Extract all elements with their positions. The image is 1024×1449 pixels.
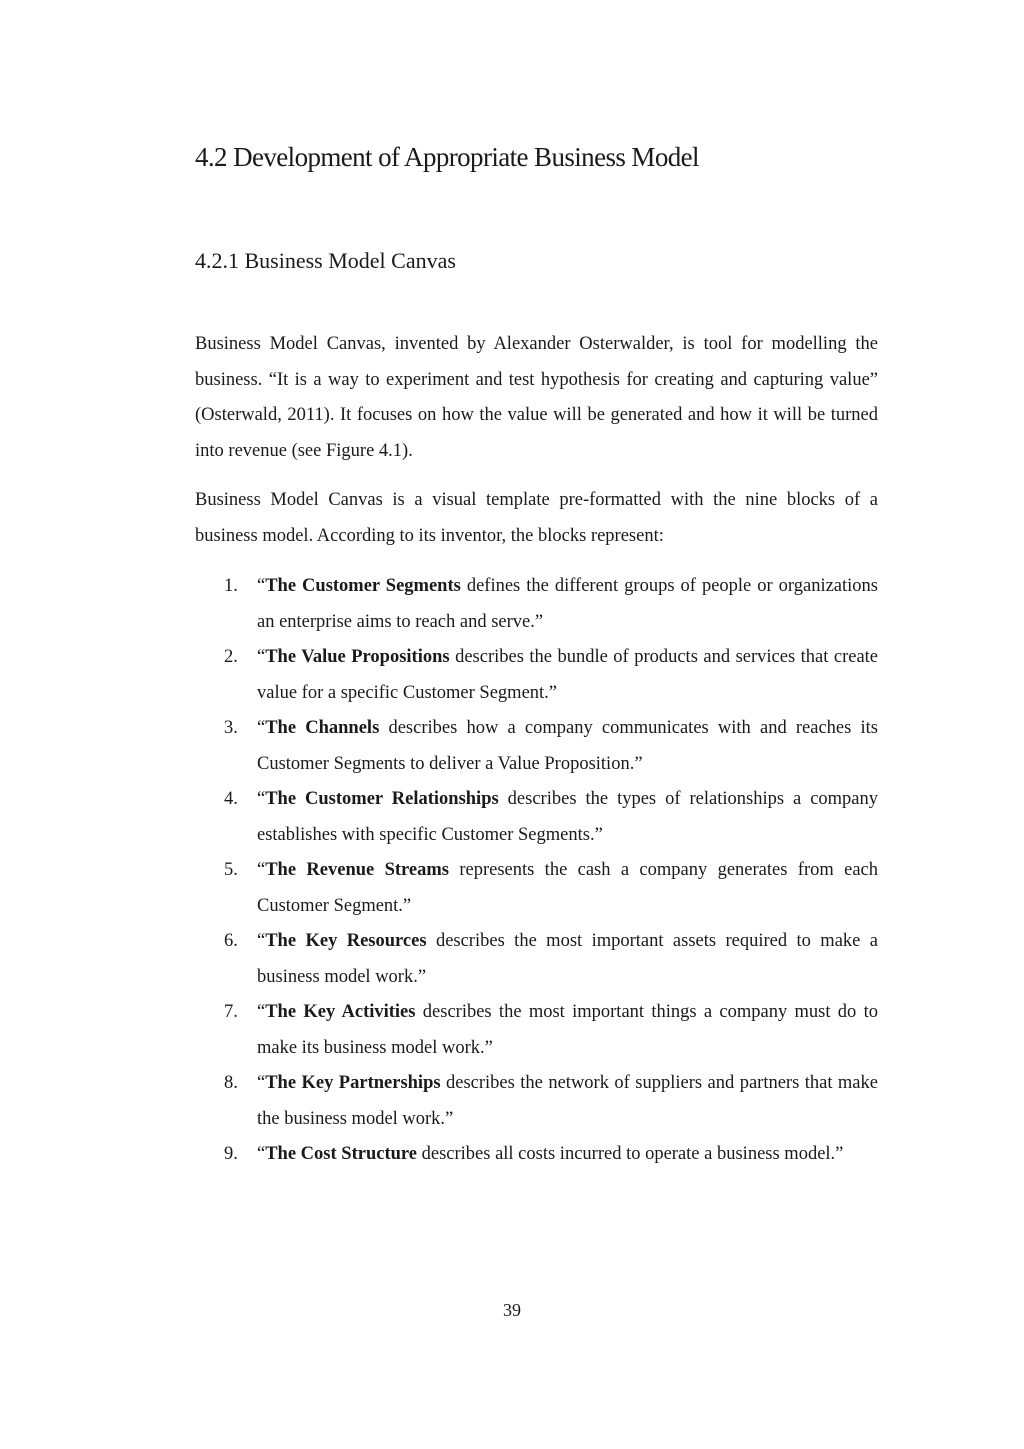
- list-item: [195, 569, 878, 640]
- list-item-number: 4.: [224, 789, 238, 809]
- list-item-number: 9.: [224, 1144, 238, 1164]
- list-item-number: 7.: [224, 1002, 238, 1022]
- list-item-number: 5.: [224, 860, 238, 880]
- opening-quote: “: [257, 1002, 266, 1022]
- opening-quote: “: [257, 789, 266, 809]
- list-item: [195, 924, 878, 995]
- list-item: [195, 1066, 878, 1137]
- list-item: [195, 853, 878, 924]
- block-term: The Cost Structure: [265, 1144, 417, 1164]
- opening-quote: “: [257, 718, 266, 738]
- block-description: describes the bundle of products and services that create value for a specific Customer Segment.”: [257, 647, 879, 703]
- list-item: [195, 782, 878, 853]
- nine-blocks-list: [195, 569, 878, 1173]
- block-term: The Key Resources: [265, 931, 427, 951]
- list-item: [195, 711, 878, 782]
- opening-quote: “: [257, 860, 266, 880]
- opening-quote: “: [257, 931, 266, 951]
- block-description: defines the different groups of people or organizations an enterprise aims to reach and serve.”: [257, 576, 878, 632]
- block-description: represents the cash a company generates from each Customer Segment.”: [257, 860, 878, 916]
- block-term: The Revenue Streams: [265, 860, 449, 880]
- opening-quote: “: [257, 1073, 266, 1093]
- opening-quote: “: [257, 576, 266, 596]
- block-term: The Key Activities: [265, 1002, 416, 1022]
- list-item: [195, 640, 878, 711]
- block-description: describes the most important things a company must do to make its business model work.”: [257, 1002, 878, 1058]
- list-item: [195, 1137, 878, 1173]
- paragraph-template: Business Model Canvas is a visual template pre-formatted with the nine blocks of a business model. According to its inventor, the blocks represent:: [195, 490, 878, 546]
- block-description: describes the most important assets required to make a business model work.”: [257, 931, 878, 987]
- block-term: The Customer Segments: [265, 576, 461, 596]
- page-number: 39: [503, 1300, 521, 1320]
- list-item-number: 6.: [224, 931, 238, 951]
- block-description: describes how a company communicates with and reaches its Customer Segments to deliver a Value Proposition.”: [257, 718, 878, 774]
- list-item-number: 3.: [224, 718, 238, 738]
- list-item-number: 2.: [224, 647, 238, 667]
- opening-quote: “: [257, 1144, 266, 1164]
- block-description: describes all costs incurred to operate a business model.”: [416, 1144, 844, 1164]
- block-term: The Channels: [265, 718, 380, 738]
- subsection-title: 4.2.1 Business Model Canvas: [195, 248, 456, 273]
- block-description: describes the network of suppliers and partners that make the business model work.”: [257, 1073, 878, 1129]
- opening-quote: “: [257, 647, 266, 667]
- block-term: The Value Propositions: [265, 647, 450, 667]
- list-item-number: 8.: [224, 1073, 238, 1093]
- list-item: [195, 995, 878, 1066]
- body-text: [195, 327, 878, 1173]
- block-term: The Key Partnerships: [265, 1073, 441, 1093]
- block-description: describes the types of relationships a company establishes with specific Customer Segments.”: [257, 789, 879, 845]
- list-item-number: 1.: [224, 576, 238, 596]
- block-term: The Customer Relationships: [265, 789, 499, 809]
- paragraph-intro: Business Model Canvas, invented by Alexander Osterwalder, is tool for modelling the business. “It is a way to experiment and test hypothesis for creating and capturing value” (Osterwald, 2011). It focuses on how the value will be generated and how it will be turned into revenue (see Figure 4.1).: [195, 334, 878, 461]
- section-title: 4.2 Development of Appropriate Business Model: [195, 142, 699, 172]
